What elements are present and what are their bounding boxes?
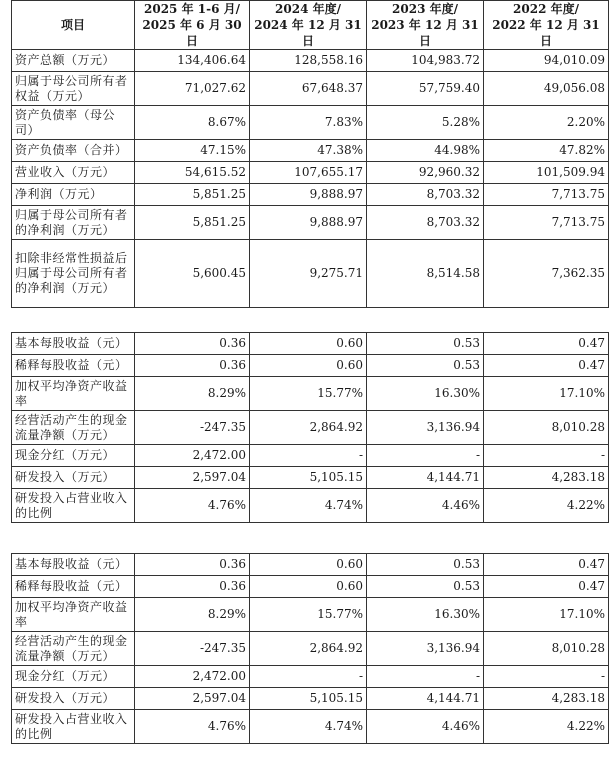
row-value-col2: 9,888.97	[250, 184, 367, 206]
table-row	[12, 50, 609, 72]
row-value-col2: 0.60	[250, 333, 367, 355]
row-value-col2: 128,558.16	[250, 50, 367, 72]
row-value-col3: 0.53	[367, 554, 484, 576]
row-value-col1: 0.36	[135, 333, 250, 355]
row-value-col2: 15.77%	[250, 598, 367, 632]
row-value-col1: 4.76%	[135, 489, 250, 523]
section3-body	[12, 554, 609, 744]
row-value-col4: 0.47	[484, 554, 609, 576]
row-value-col3: 4.46%	[367, 710, 484, 744]
row-value-col3: 16.30%	[367, 598, 484, 632]
row-value-col3: 8,703.32	[367, 206, 484, 240]
row-value-col3: 4,144.71	[367, 688, 484, 710]
row-value-col3: -	[367, 445, 484, 467]
row-label: 基本每股收益（元）	[12, 554, 135, 576]
table-row	[12, 411, 609, 445]
table-row	[12, 240, 609, 308]
row-value-col2: 0.60	[250, 576, 367, 598]
row-label: 加权平均净资产收益率	[12, 598, 135, 632]
row-value-col4: 2.20%	[484, 106, 609, 140]
row-value-col3: 4.46%	[367, 489, 484, 523]
row-value-col2: 15.77%	[250, 377, 367, 411]
header-col1: 2025 年 1-6 月/ 2025 年 6 月 30 日	[135, 1, 250, 50]
row-value-col4: -	[484, 445, 609, 467]
row-value-col1: 71,027.62	[135, 72, 250, 106]
row-label: 资产负债率（母公司）	[12, 106, 135, 140]
row-value-col2: 9,888.97	[250, 206, 367, 240]
row-value-col3: 8,514.58	[367, 240, 484, 308]
table-row	[12, 688, 609, 710]
row-value-col2: 0.60	[250, 355, 367, 377]
row-value-col3: 57,759.40	[367, 72, 484, 106]
row-value-col4: 4,283.18	[484, 688, 609, 710]
row-value-col1: 5,851.25	[135, 206, 250, 240]
row-value-col4: 7,362.35	[484, 240, 609, 308]
row-label: 经营活动产生的现金流量净额（万元）	[12, 632, 135, 666]
row-value-col2: 9,275.71	[250, 240, 367, 308]
row-value-col3: -	[367, 666, 484, 688]
row-value-col3: 92,960.32	[367, 162, 484, 184]
row-value-col1: 2,472.00	[135, 445, 250, 467]
row-value-col4: 17.10%	[484, 598, 609, 632]
row-value-col3: 44.98%	[367, 140, 484, 162]
row-value-col1: -247.35	[135, 411, 250, 445]
row-value-col4: 0.47	[484, 576, 609, 598]
row-value-col3: 4,144.71	[367, 467, 484, 489]
header-col4: 2022 年度/ 2022 年 12 月 31 日	[484, 1, 609, 50]
row-value-col4: 94,010.09	[484, 50, 609, 72]
table-row	[12, 333, 609, 355]
row-value-col4: 4.22%	[484, 489, 609, 523]
row-value-col4: 49,056.08	[484, 72, 609, 106]
table-row	[12, 206, 609, 240]
table-row	[12, 666, 609, 688]
table-row	[12, 355, 609, 377]
table-row	[12, 467, 609, 489]
row-value-col1: 5,600.45	[135, 240, 250, 308]
table-row	[12, 140, 609, 162]
row-label: 资产负债率（合并）	[12, 140, 135, 162]
row-label: 现金分红（万元）	[12, 445, 135, 467]
row-label: 加权平均净资产收益率	[12, 377, 135, 411]
row-label: 研发投入占营业收入的比例	[12, 489, 135, 523]
row-label: 归属于母公司所有者权益（万元）	[12, 72, 135, 106]
row-value-col4: 7,713.75	[484, 206, 609, 240]
row-label: 稀释每股收益（元）	[12, 576, 135, 598]
row-value-col4: 8,010.28	[484, 411, 609, 445]
table-row	[12, 106, 609, 140]
row-label: 营业收入（万元）	[12, 162, 135, 184]
row-label: 资产总额（万元）	[12, 50, 135, 72]
row-value-col1: 47.15%	[135, 140, 250, 162]
row-value-col1: 4.76%	[135, 710, 250, 744]
table-row	[12, 598, 609, 632]
row-value-col1: 134,406.64	[135, 50, 250, 72]
row-value-col3: 8,703.32	[367, 184, 484, 206]
row-value-col1: 8.67%	[135, 106, 250, 140]
row-value-col2: 5,105.15	[250, 467, 367, 489]
header-col3: 2023 年度/ 2023 年 12 月 31 日	[367, 1, 484, 50]
row-value-col4: -	[484, 666, 609, 688]
row-value-col2: 5,105.15	[250, 688, 367, 710]
row-value-col3: 0.53	[367, 576, 484, 598]
row-label: 研发投入占营业收入的比例	[12, 710, 135, 744]
row-value-col3: 5.28%	[367, 106, 484, 140]
row-value-col3: 3,136.94	[367, 411, 484, 445]
section1-body	[12, 50, 609, 308]
table-row	[12, 489, 609, 523]
row-label: 净利润（万元）	[12, 184, 135, 206]
table-row	[12, 184, 609, 206]
row-value-col1: 0.36	[135, 355, 250, 377]
row-value-col1: 2,597.04	[135, 467, 250, 489]
table-row	[12, 632, 609, 666]
row-value-col4: 4,283.18	[484, 467, 609, 489]
table-row	[12, 710, 609, 744]
row-value-col1: 0.36	[135, 576, 250, 598]
row-label: 经营活动产生的现金流量净额（万元）	[12, 411, 135, 445]
row-value-col2: 2,864.92	[250, 632, 367, 666]
row-value-col3: 3,136.94	[367, 632, 484, 666]
financial-table-section2	[11, 332, 609, 523]
row-label: 基本每股收益（元）	[12, 333, 135, 355]
row-value-col2: -	[250, 445, 367, 467]
row-value-col3: 16.30%	[367, 377, 484, 411]
row-value-col2: 67,648.37	[250, 72, 367, 106]
row-value-col3: 0.53	[367, 355, 484, 377]
row-value-col4: 8,010.28	[484, 632, 609, 666]
row-value-col1: -247.35	[135, 632, 250, 666]
row-value-col2: 4.74%	[250, 710, 367, 744]
table-row	[12, 72, 609, 106]
financial-table-main	[11, 0, 609, 308]
row-value-col2: 7.83%	[250, 106, 367, 140]
financial-table-section3	[11, 553, 609, 744]
row-value-col3: 0.53	[367, 333, 484, 355]
row-value-col4: 7,713.75	[484, 184, 609, 206]
row-value-col4: 0.47	[484, 333, 609, 355]
row-value-col1: 5,851.25	[135, 184, 250, 206]
row-value-col4: 17.10%	[484, 377, 609, 411]
row-label: 研发投入（万元）	[12, 467, 135, 489]
table-row	[12, 377, 609, 411]
row-value-col1: 2,472.00	[135, 666, 250, 688]
row-value-col4: 47.82%	[484, 140, 609, 162]
row-value-col3: 104,983.72	[367, 50, 484, 72]
row-value-col1: 2,597.04	[135, 688, 250, 710]
row-value-col4: 0.47	[484, 355, 609, 377]
row-value-col2: 47.38%	[250, 140, 367, 162]
section2-body	[12, 333, 609, 523]
row-value-col2: 0.60	[250, 554, 367, 576]
row-label: 现金分红（万元）	[12, 666, 135, 688]
row-value-col2: 4.74%	[250, 489, 367, 523]
row-value-col4: 101,509.94	[484, 162, 609, 184]
table-row	[12, 445, 609, 467]
row-value-col2: 2,864.92	[250, 411, 367, 445]
table-row	[12, 554, 609, 576]
row-value-col2: -	[250, 666, 367, 688]
row-value-col1: 8.29%	[135, 377, 250, 411]
row-value-col2: 107,655.17	[250, 162, 367, 184]
row-value-col1: 54,615.52	[135, 162, 250, 184]
table-row	[12, 576, 609, 598]
header-item: 项目	[12, 1, 135, 50]
row-label: 稀释每股收益（元）	[12, 355, 135, 377]
row-label: 研发投入（万元）	[12, 688, 135, 710]
row-value-col1: 0.36	[135, 554, 250, 576]
header-col2: 2024 年度/ 2024 年 12 月 31 日	[250, 1, 367, 50]
row-label: 归属于母公司所有者的净利润（万元）	[12, 206, 135, 240]
row-value-col1: 8.29%	[135, 598, 250, 632]
table-row	[12, 162, 609, 184]
row-value-col4: 4.22%	[484, 710, 609, 744]
row-label: 扣除非经常性损益后归属于母公司所有者的净利润（万元）	[12, 240, 135, 308]
header-row	[12, 1, 609, 50]
